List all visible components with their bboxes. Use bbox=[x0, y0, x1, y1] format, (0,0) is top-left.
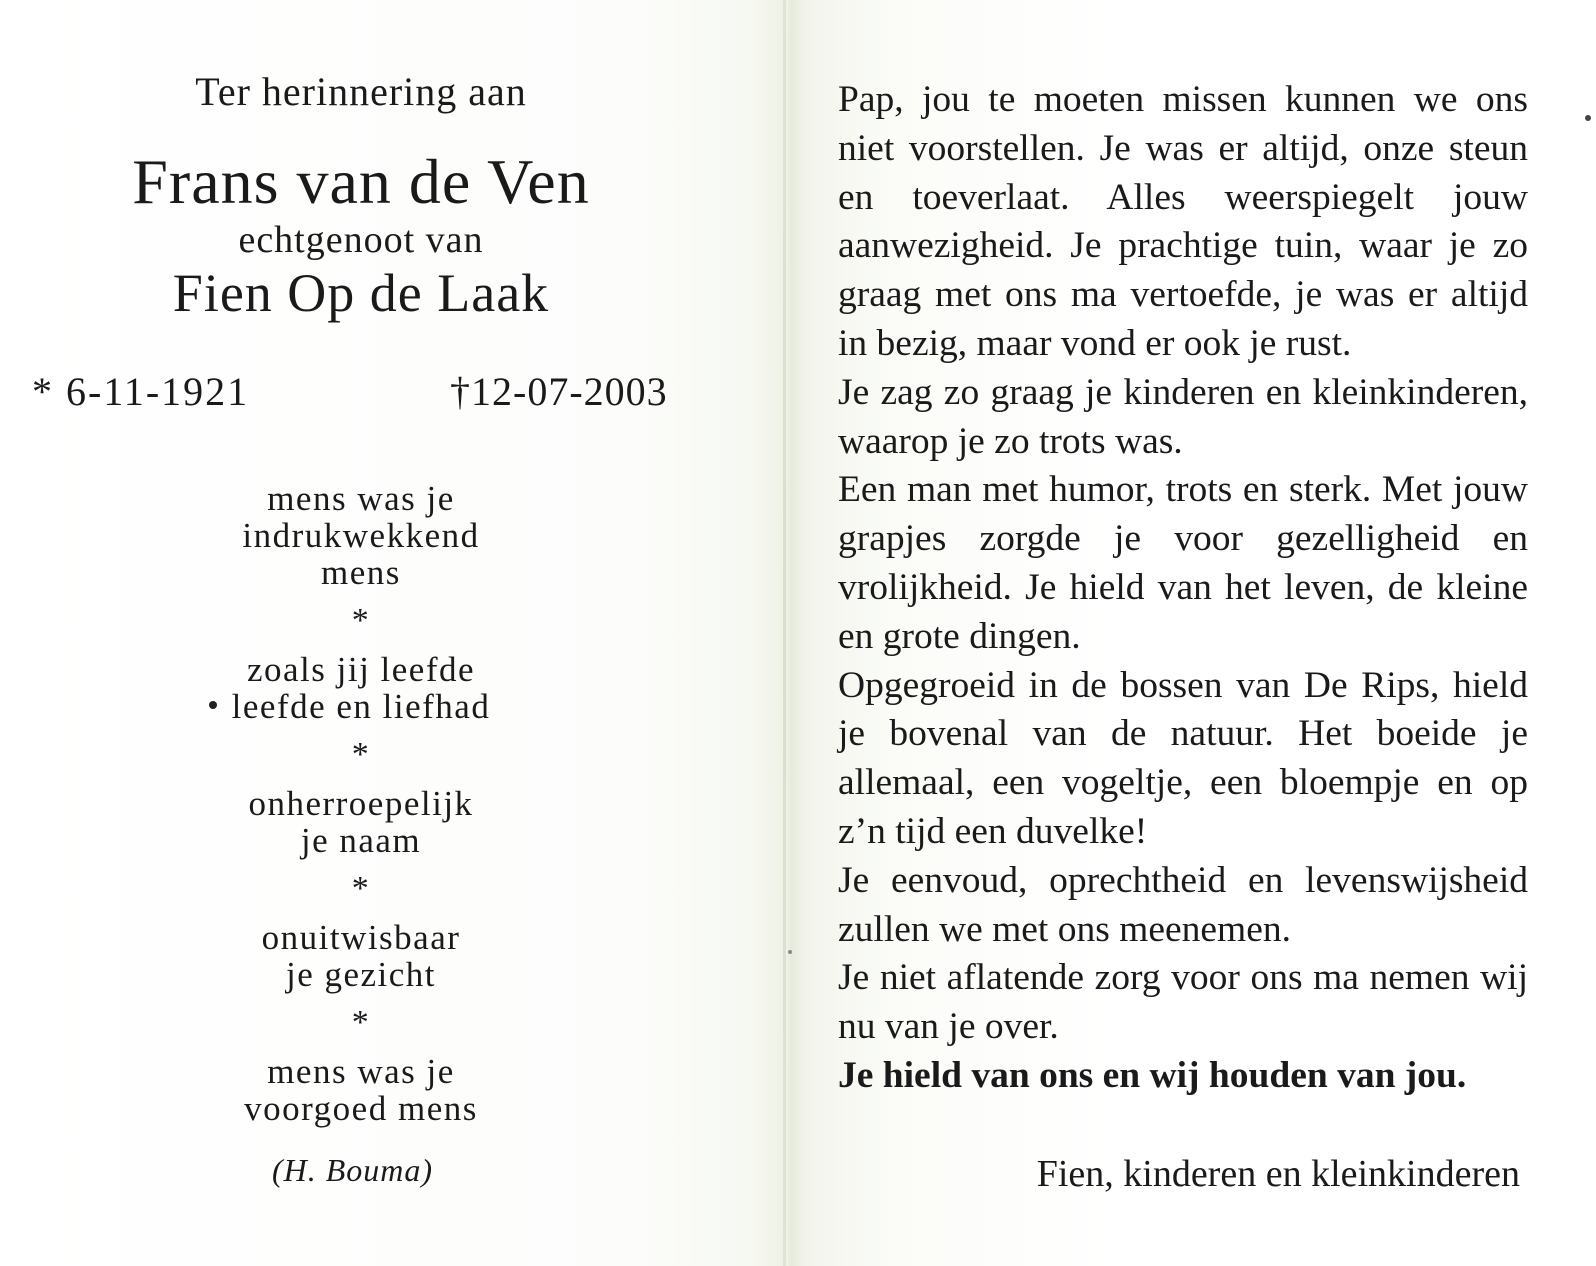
tribute-paragraph: Je niet aflatende zorg voor ons ma nemen wij nu van je over. bbox=[838, 957, 1528, 1048]
poem-line: voorgoed mens bbox=[244, 1089, 478, 1128]
poem-stanza bbox=[0, 1053, 722, 1127]
death-date: †12-07-2003 bbox=[450, 369, 668, 414]
poem-separator: * bbox=[351, 870, 371, 907]
poem-stanza bbox=[0, 480, 722, 591]
poem-line: onherroepelijk bbox=[248, 784, 474, 823]
signature: Fien, kinderen en kleinkinderen bbox=[1036, 1153, 1520, 1195]
birth-date: * 6-11-1921 bbox=[32, 369, 250, 414]
poem-stanza bbox=[0, 919, 722, 993]
tribute-paragraph: Een man met humor, trots en sterk. Met jouw grapjes zorgde je voor gezelligheid en vrolijkheid. Je hield van het leven, de kleine en grote dingen. bbox=[838, 469, 1528, 657]
right-panel bbox=[838, 76, 1528, 1101]
poem-line: leefde en liefhad bbox=[231, 687, 491, 726]
intro-text: Ter herinnering aan bbox=[195, 69, 527, 114]
poem-stanza bbox=[0, 785, 722, 859]
left-panel bbox=[0, 0, 720, 1266]
poem-stanza bbox=[0, 651, 722, 725]
tribute-paragraph: Je zag zo graag je kinderen en kleinkinderen, waarop je zo trots was. bbox=[838, 371, 1528, 462]
spouse-label: echtgenoot van bbox=[238, 219, 484, 261]
poem-separator: * bbox=[351, 736, 371, 773]
tribute-paragraph: Pap, jou te moeten missen kunnen we ons niet voorstellen. Je was er altijd, onze steun en toeverlaat. Alles weerspiegelt jouw aanwezigheid. Je prachtige tuin, waar je zo graag met ons ma vertoefde, je was er altijd in bezig, maar vond er ook je rust. bbox=[838, 79, 1528, 364]
poem bbox=[0, 480, 722, 1127]
poem-separator: * bbox=[351, 602, 371, 639]
poem-line: je naam bbox=[300, 821, 422, 860]
poem-author: (H. Bouma) bbox=[271, 1152, 434, 1188]
poem-line: zoals jij leefde bbox=[246, 650, 476, 689]
tribute-paragraph: Je eenvoud, oprechtheid en levenswijsheid zullen we met ons meenemen. bbox=[838, 859, 1528, 950]
poem-line: mens was je bbox=[267, 1052, 455, 1091]
poem-line: je gezicht bbox=[285, 955, 437, 994]
poem-line: indrukwekkend bbox=[242, 516, 480, 555]
spouse-name: Fien Op de Laak bbox=[172, 263, 550, 323]
closing-statement: Je hield van ons en wij houden van jou. bbox=[838, 1054, 1467, 1096]
tribute-paragraph: Opgegroeid in de bossen van De Rips, hield je bovenal van de natuur. Het boeide je allemaal, een vogeltje, een bloempje en op z’n tijd een duvelke! bbox=[838, 664, 1528, 852]
poem-line: mens bbox=[321, 553, 401, 592]
poem-separator: * bbox=[351, 1004, 371, 1041]
poem-line: onuitwisbaar bbox=[261, 918, 461, 957]
poem-line: mens was je bbox=[267, 479, 455, 518]
deceased-name: Frans van de Ven bbox=[132, 146, 590, 217]
card-fold-line bbox=[783, 0, 786, 1266]
